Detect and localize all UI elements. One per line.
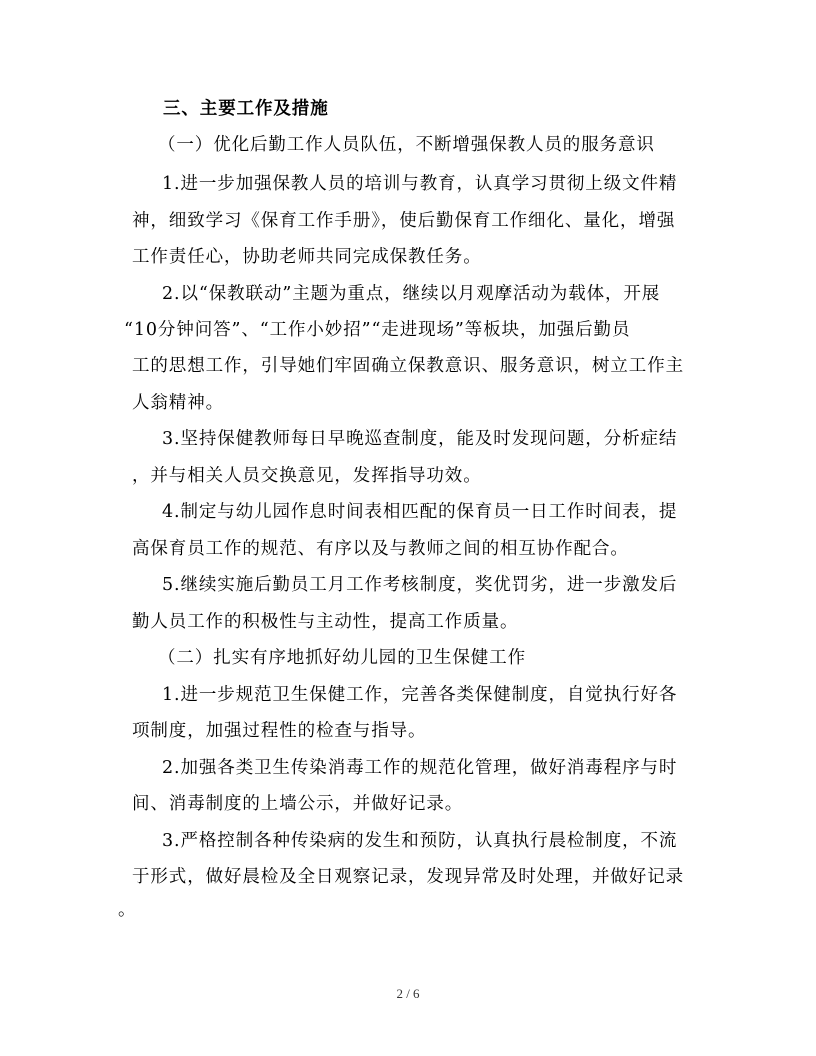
paragraph-line: 3.坚持保健教师每日早晚巡查制度，能及时发现问题，分析症结 [162,429,678,449]
paragraph-line: 神，细致学习《保育工作手册》，使后勤保育工作细化、量化，增强 [132,211,676,231]
paragraph-line: 高保育员工作的规范、有序以及与教师之间的相互协作配合。 [132,539,629,559]
paragraph-line: 勤人员工作的积极性与主动性，提高工作质量。 [132,612,519,632]
paragraph-line: 。 [118,900,137,920]
page-number: 2 / 6 [396,986,420,1001]
paragraph-line: 工的思想工作，引导她们牢固确立保教意识、服务意识，树立工作主 [132,356,684,376]
paragraph-line: 1.进一步规范卫生保健工作，完善各类保健制度，自觉执行好各 [162,685,678,705]
paragraph-line: 人翁精神。 [132,393,224,413]
paragraph-line: 3.严格控制各种传染病的发生和预防，认真执行晨检制度，不流 [162,831,678,851]
paragraph-line: ，并与相关人员交换意见，发挥指导功效。 [132,466,482,486]
subsection-heading: （二）扎实有序地抓好幼儿园的卫生保健工作 [158,648,526,668]
paragraph-line: 项制度，加强过程性的检查与指导。 [132,721,427,741]
paragraph-line: 1.进一步加强保教人员的培训与教育，认真学习贯彻上级文件精 [162,174,678,194]
paragraph-line: 2.加强各类卫生传染消毒工作的规范化管理，做好消毒程序与时 [162,758,678,778]
section-heading: 三、主要工作及措施 [163,99,329,119]
paragraph-line: 工作责任心，协助老师共同完成保教任务。 [132,247,482,267]
paragraph-line: “10分钟问答”、“工作小妙招”“走进现场”等板块，加强后勤员 [124,320,631,340]
paragraph-line: 于形式，做好晨检及全日观察记录，发现异常及时处理，并做好记录 [132,867,684,887]
paragraph-line: 间、消毒制度的上墙公示，并做好记录。 [132,794,464,814]
paragraph-line: 4.制定与幼儿园作息时间表相匹配的保育员一日工作时间表，提 [162,502,678,522]
subsection-heading: （一）优化后勤工作人员队伍，不断增强保教人员的服务意识 [158,135,655,155]
paragraph-line: 5.继续实施后勤员工月工作考核制度，奖优罚劣，进一步激发后 [162,575,678,595]
paragraph-line: 2.以“保教联动”主题为重点，继续以月观摩活动为载体，开展 [162,284,661,304]
